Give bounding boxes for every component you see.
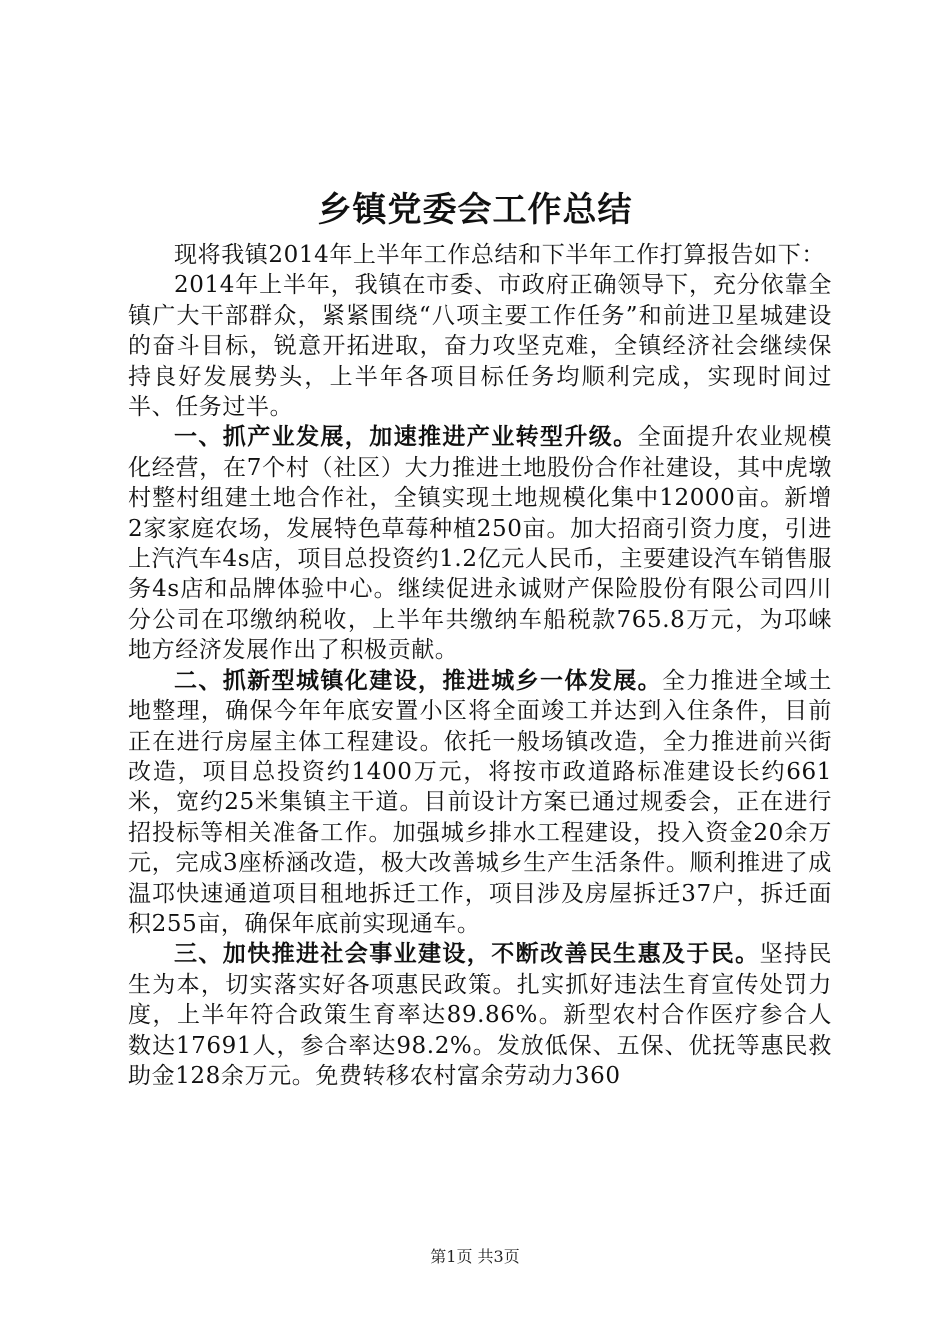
paragraph-section-3 (128, 939, 832, 1091)
section-2-text: 全力推进全域土地整理，确保今年年底安置小区将全面竣工并达到入住条件，目前正在进行房屋主体工程建设。依托一般场镇改造，全力推进前兴街改造，项目总投资约1400万元，将按市政道路标准建设长约661米，宽约25米集镇主干道。目前设计方案已通过规委会，正在进行招投标等相关准备工作。加强城乡排水工程建设，投入资金20余万元，完成3座桥涵改造，极大改善城乡生产生活条件。顺利推进了成温邛快速通道项目租地拆迁工作，项目涉及房屋拆迁37户，拆迁面积255亩，确保年底前实现通车。 (128, 667, 832, 937)
document-title: 乡镇党委会工作总结 (317, 190, 633, 230)
paragraph-text: 现将我镇2014年上半年工作总结和下半年工作打算报告如下： (174, 242, 825, 268)
section-3-heading: 三、加快推进社会事业建设，不断改善民生惠及于民。 (174, 940, 760, 968)
page-footer: 第1页 共3页 (430, 1247, 520, 1266)
paragraph-section-1 (128, 422, 832, 665)
paragraph-overview (128, 270, 832, 422)
section-1-heading: 一、抓产业发展，加速推进产业转型升级。 (174, 423, 638, 451)
paragraph-section-2 (128, 666, 832, 940)
section-2-heading: 二、抓新型城镇化建设，推进城乡一体发展。 (174, 666, 662, 694)
paragraph-intro (128, 240, 832, 270)
section-3-text: 坚持民生为本，切实落实好各项惠民政策。扎实抓好违法生育宣传处罚力度，上半年符合政策生育率达89.86%。新型农村合作医疗参合人数达17691人，参合率达98.2%。发放低保、五保、优抚等惠民救助金128余万元。免费转移农村富余劳动力360 (128, 941, 832, 1089)
document-body (128, 240, 832, 1091)
section-1-text: 全面提升农业规模化经营，在7个村（社区）大力推进土地股份合作社建设，其中虎墩村整村组建土地合作社，全镇实现土地规模化集中12000亩。新增2家家庭农场，发展特色草莓种植250亩。加大招商引资力度，引进上汽汽车4s店，项目总投资约1.2亿元人民币，主要建设汽车销售服务4s店和品牌体验中心。继续促进永诚财产保险股份有限公司四川分公司在邛缴纳税收，上半年共缴纳车船税款765.8万元，为邛崃地方经济发展作出了积极贡献。 (128, 424, 832, 664)
paragraph-text: 2014年上半年，我镇在市委、市政府正确领导下，充分依靠全镇广大干部群众，紧紧围绕“八项主要工作任务”和前进卫星城建设的奋斗目标，锐意开拓进取，奋力攻坚克难，全镇经济社会继续保持良好发展势头，上半年各项目标任务均顺利完成，实现时间过半、任务过半。 (128, 272, 832, 421)
